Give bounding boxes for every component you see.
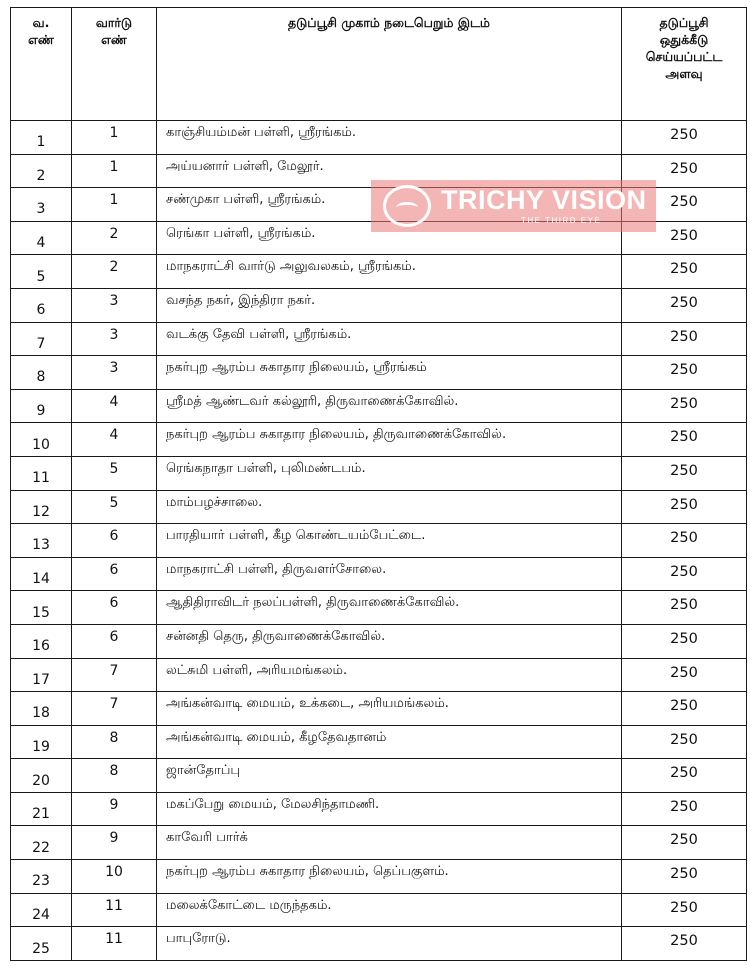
- quantity-cell: 250: [622, 322, 747, 356]
- table-row: [11, 524, 747, 558]
- watermark-subtitle: THE THIRD EYE: [521, 216, 602, 225]
- camp-location-cell: மாநகராட்சி வார்டு அலுவலகம், ஸ்ரீரங்கம்.: [157, 255, 622, 289]
- ward-number-cell: 8: [72, 759, 157, 793]
- serial-number-cell: 6: [11, 288, 72, 322]
- table-row: [11, 826, 747, 860]
- serial-number-cell: 20: [11, 759, 72, 793]
- camp-location-cell: நகர்புற ஆரம்ப சுகாதார நிலையம், திருவாணைக்கோவில்.: [157, 423, 622, 457]
- ward-number-cell: 7: [72, 692, 157, 726]
- ward-number-cell: 5: [72, 456, 157, 490]
- quantity-cell: 250: [622, 792, 747, 826]
- table-row: [11, 591, 747, 625]
- ward-number-cell: 2: [72, 221, 157, 255]
- table-row: [11, 927, 747, 961]
- serial-number-cell: 17: [11, 658, 72, 692]
- vaccination-camp-table-sheet: [10, 7, 747, 961]
- quantity-cell: 250: [622, 759, 747, 793]
- serial-number-cell: 1: [11, 121, 72, 155]
- header-location-label: தடுப்பூசி முகாம் நடைபெறும் இடம்: [288, 15, 490, 30]
- ward-number-cell: 7: [72, 658, 157, 692]
- serial-number-cell: 19: [11, 725, 72, 759]
- table-row: [11, 288, 747, 322]
- serial-number-cell: 11: [11, 456, 72, 490]
- quantity-cell: 250: [622, 356, 747, 390]
- serial-number-cell: 5: [11, 255, 72, 289]
- serial-number-cell: 12: [11, 490, 72, 524]
- table-header-row: [11, 8, 747, 121]
- camp-location-cell: வசந்த நகர், இந்திரா நகர்.: [157, 288, 622, 322]
- quantity-cell: 250: [622, 456, 747, 490]
- ward-number-cell: 10: [72, 860, 157, 894]
- table-row: [11, 322, 747, 356]
- camp-location-cell: பாபுரோடு.: [157, 927, 622, 961]
- serial-number-cell: 21: [11, 792, 72, 826]
- serial-number-cell: 10: [11, 423, 72, 457]
- header-ward-number: [72, 8, 157, 121]
- ward-number-cell: 1: [72, 188, 157, 222]
- quantity-cell: 250: [622, 725, 747, 759]
- ward-number-cell: 4: [72, 423, 157, 457]
- table-row: [11, 759, 747, 793]
- camp-location-cell: காவேரி பார்க்: [157, 826, 622, 860]
- serial-number-cell: 9: [11, 389, 72, 423]
- camp-location-cell: சன்னதி தெரு, திருவாணைக்கோவில்.: [157, 624, 622, 658]
- quantity-cell: 250: [622, 188, 747, 222]
- quantity-cell: 250: [622, 221, 747, 255]
- header-ward-line2: எண்: [101, 32, 127, 47]
- table-row: [11, 624, 747, 658]
- camp-location-cell: பாரதியார் பள்ளி, கீழ கொண்டயம்பேட்டை.: [157, 524, 622, 558]
- trichy-vision-watermark: [371, 180, 656, 232]
- camp-location-cell: ஜான்தோப்பு: [157, 759, 622, 793]
- ward-number-cell: 3: [72, 322, 157, 356]
- serial-number-cell: 7: [11, 322, 72, 356]
- ward-number-cell: 6: [72, 624, 157, 658]
- camp-location-cell: மகப்பேறு மையம், மேலசிந்தாமணி.: [157, 792, 622, 826]
- table-row: [11, 557, 747, 591]
- serial-number-cell: 2: [11, 154, 72, 188]
- serial-number-cell: 15: [11, 591, 72, 625]
- header-qty-line1: தடுப்பூசி: [659, 15, 709, 30]
- table-row: [11, 792, 747, 826]
- quantity-cell: 250: [622, 692, 747, 726]
- table-row: [11, 389, 747, 423]
- quantity-cell: 250: [622, 524, 747, 558]
- serial-number-cell: 13: [11, 524, 72, 558]
- camp-location-cell: மாம்பழச்சாலை.: [157, 490, 622, 524]
- serial-number-cell: 16: [11, 624, 72, 658]
- table-row: [11, 658, 747, 692]
- serial-number-cell: 18: [11, 692, 72, 726]
- ward-number-cell: 3: [72, 288, 157, 322]
- header-serial-line2: எண்: [28, 32, 54, 47]
- header-allocated-quantity: [622, 8, 747, 121]
- table-row: [11, 423, 747, 457]
- table-row: [11, 456, 747, 490]
- header-serial-line1: வ.: [32, 15, 50, 30]
- camp-location-cell: அங்கன்வாடி மையம், கீழதேவதானம்: [157, 725, 622, 759]
- watermark-title: TRICHY VISION: [441, 185, 647, 215]
- quantity-cell: 250: [622, 826, 747, 860]
- quantity-cell: 250: [622, 255, 747, 289]
- ward-number-cell: 4: [72, 389, 157, 423]
- ward-number-cell: 9: [72, 792, 157, 826]
- quantity-cell: 250: [622, 389, 747, 423]
- serial-number-cell: 3: [11, 188, 72, 222]
- camp-location-cell: மலைக்கோட்டை மருந்தகம்.: [157, 893, 622, 927]
- ward-number-cell: 6: [72, 557, 157, 591]
- quantity-cell: 250: [622, 490, 747, 524]
- ward-number-cell: 11: [72, 893, 157, 927]
- quantity-cell: 250: [622, 860, 747, 894]
- table-row: [11, 893, 747, 927]
- header-qty-line2: ஒதுக்கீடு: [659, 32, 709, 47]
- serial-number-cell: 24: [11, 893, 72, 927]
- camp-location-cell: ரெங்கநாதா பள்ளி, புலிமண்டபம்.: [157, 456, 622, 490]
- camp-location-cell: நகர்புற ஆரம்ப சுகாதார நிலையம், ஸ்ரீரங்கம்: [157, 356, 622, 390]
- ward-number-cell: 8: [72, 725, 157, 759]
- quantity-cell: 250: [622, 624, 747, 658]
- camp-location-cell: ஸ்ரீமத் ஆண்டவர் கல்லூரி, திருவாணைக்கோவில்.: [157, 389, 622, 423]
- camp-location-cell: காஞ்சியம்மன் பள்ளி, ஸ்ரீரங்கம்.: [157, 121, 622, 155]
- serial-number-cell: 25: [11, 927, 72, 961]
- ward-number-cell: 6: [72, 524, 157, 558]
- serial-number-cell: 8: [11, 356, 72, 390]
- camp-location-cell: லட்சுமி பள்ளி, அரியமங்கலம்.: [157, 658, 622, 692]
- table-row: [11, 860, 747, 894]
- vaccination-camp-table: [10, 7, 747, 961]
- header-qty-line4: அளவு: [665, 66, 703, 81]
- camp-location-cell: அய்யனார் பள்ளி, மேலூர்.: [157, 154, 622, 188]
- quantity-cell: 250: [622, 658, 747, 692]
- camp-location-cell: அங்கன்வாடி மையம், உக்கடை, அரியமங்கலம்.: [157, 692, 622, 726]
- table-row: [11, 121, 747, 155]
- table-row: [11, 255, 747, 289]
- quantity-cell: 250: [622, 557, 747, 591]
- table-row: [11, 490, 747, 524]
- serial-number-cell: 22: [11, 826, 72, 860]
- camp-location-cell: சண்முகா பள்ளி, ஸ்ரீரங்கம்.: [157, 188, 622, 222]
- quantity-cell: 250: [622, 893, 747, 927]
- table-row: [11, 725, 747, 759]
- ward-number-cell: 1: [72, 121, 157, 155]
- quantity-cell: 250: [622, 154, 747, 188]
- ward-number-cell: 9: [72, 826, 157, 860]
- header-qty-line3: செய்யப்பட்ட: [645, 49, 723, 64]
- quantity-cell: 250: [622, 121, 747, 155]
- camp-location-cell: வடக்கு தேவி பள்ளி, ஸ்ரீரங்கம்.: [157, 322, 622, 356]
- camp-location-cell: நகர்புற ஆரம்ப சுகாதார நிலையம், தெப்பகுளம்.: [157, 860, 622, 894]
- quantity-cell: 250: [622, 288, 747, 322]
- ward-number-cell: 3: [72, 356, 157, 390]
- ward-number-cell: 2: [72, 255, 157, 289]
- ward-number-cell: 5: [72, 490, 157, 524]
- serial-number-cell: 14: [11, 557, 72, 591]
- quantity-cell: 250: [622, 591, 747, 625]
- ward-number-cell: 1: [72, 154, 157, 188]
- serial-number-cell: 4: [11, 221, 72, 255]
- serial-number-cell: 23: [11, 860, 72, 894]
- ward-number-cell: 6: [72, 591, 157, 625]
- quantity-cell: 250: [622, 423, 747, 457]
- table-row: [11, 356, 747, 390]
- eye-logo-icon: [383, 185, 431, 227]
- table-row: [11, 692, 747, 726]
- camp-location-cell: ஆதிதிராவிடர் நலப்பள்ளி, திருவாணைக்கோவில்.: [157, 591, 622, 625]
- camp-location-cell: மாநகராட்சி பள்ளி, திருவளர்சோலை.: [157, 557, 622, 591]
- header-ward-line1: வார்டு: [95, 15, 133, 30]
- camp-location-cell: ரெங்கா பள்ளி, ஸ்ரீரங்கம்.: [157, 221, 622, 255]
- ward-number-cell: 11: [72, 927, 157, 961]
- quantity-cell: 250: [622, 927, 747, 961]
- header-camp-location: [157, 8, 622, 121]
- header-serial-number: [11, 8, 72, 121]
